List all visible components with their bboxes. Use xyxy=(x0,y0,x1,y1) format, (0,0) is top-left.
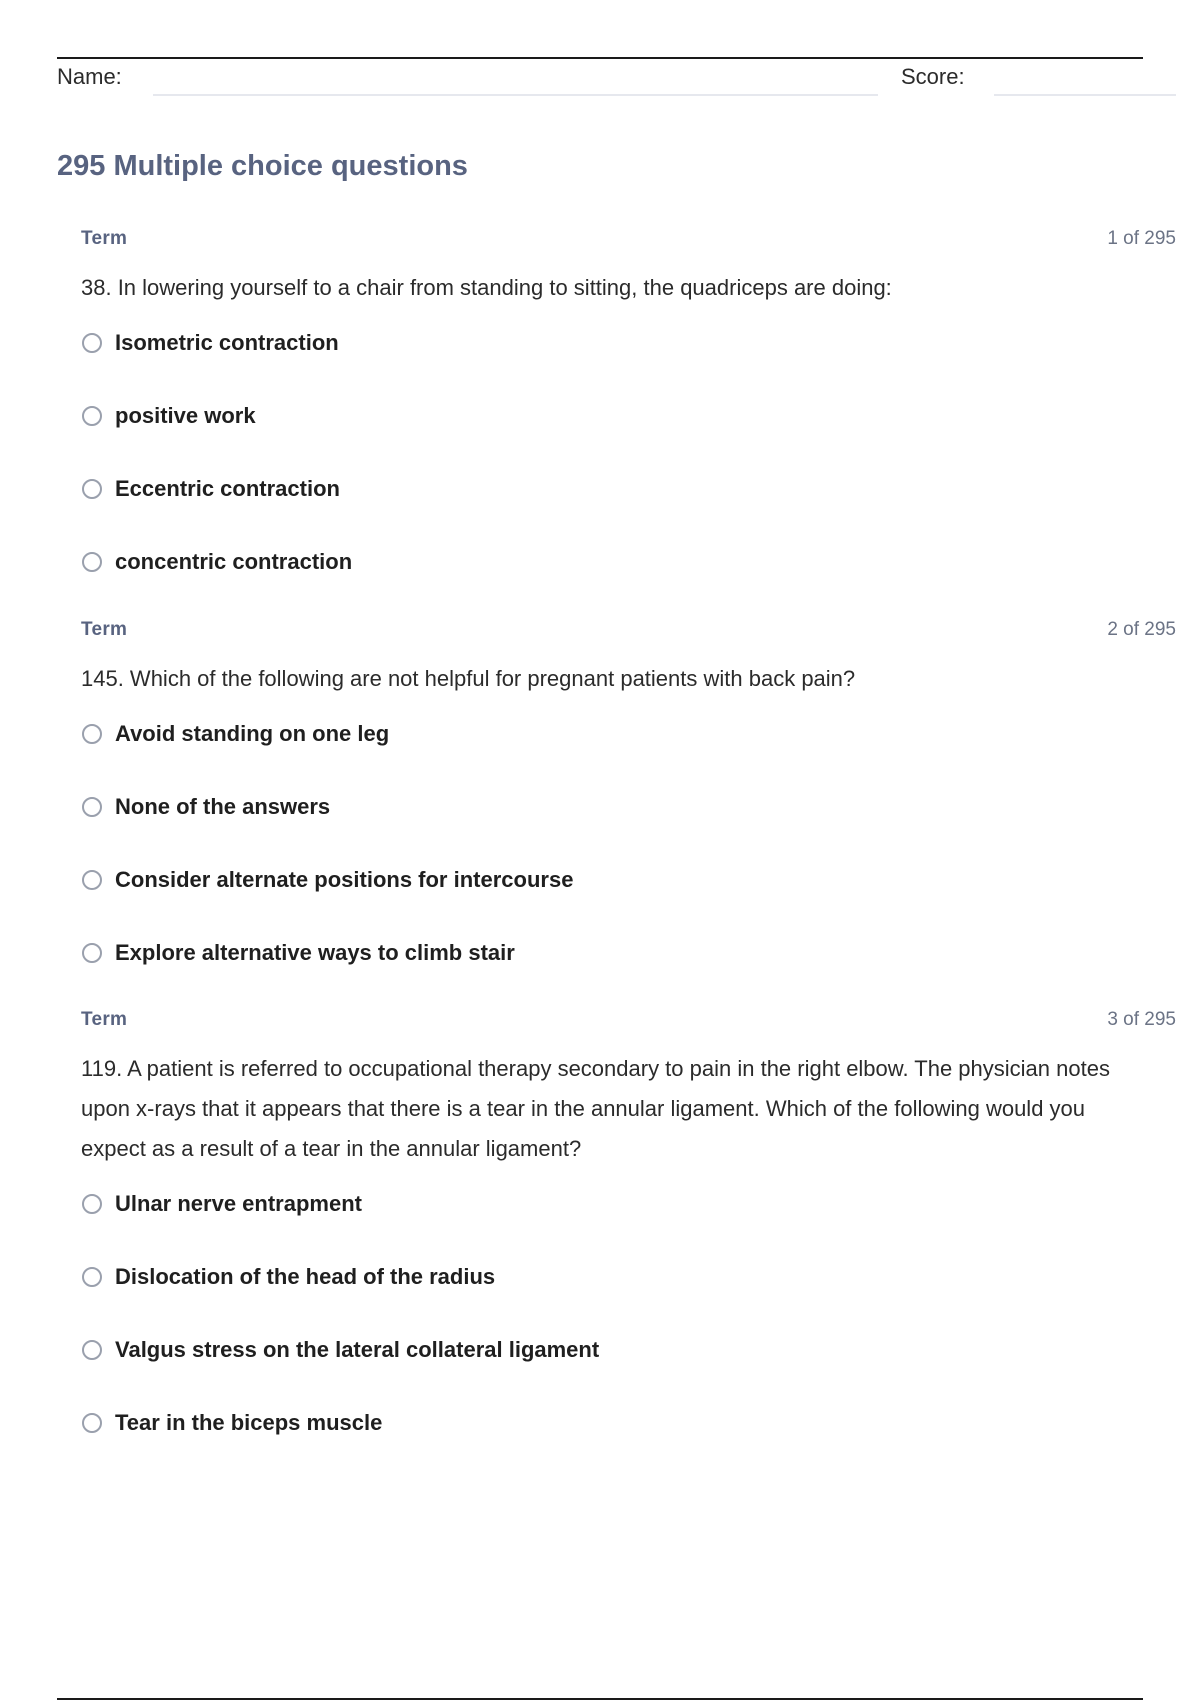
question-prompt: 119. A patient is referred to occupational therapy secondary to pain in the right elbow. The physician notes upon x-rays that it appears that there is a tear in the annular ligament. Which of the following would you expect as a result of a tear in the annular ligament? xyxy=(81,1056,1110,1161)
answer-option-label: Isometric contraction xyxy=(115,330,339,355)
question-header xyxy=(81,228,1176,254)
answer-option[interactable] xyxy=(81,936,1176,970)
answer-option-label: concentric contraction xyxy=(115,549,353,574)
answer-option-label: Avoid standing on one leg xyxy=(115,721,390,746)
section-title: 295 Multiple choice questions xyxy=(57,150,468,182)
answer-option[interactable] xyxy=(81,1333,1176,1367)
answer-options xyxy=(81,717,1176,970)
question-counter: 1 of 295 xyxy=(1107,228,1176,249)
answer-options xyxy=(81,1187,1176,1440)
score-input-line[interactable] xyxy=(994,94,1176,96)
radio-button-icon[interactable] xyxy=(82,479,102,499)
question-counter: 2 of 295 xyxy=(1107,619,1176,640)
question-card-1 xyxy=(81,228,1176,618)
question-card-2 xyxy=(81,619,1176,1009)
answer-option[interactable] xyxy=(81,326,1176,360)
radio-button-icon[interactable] xyxy=(82,724,102,744)
radio-button-icon[interactable] xyxy=(82,1413,102,1433)
answer-option-label: Dislocation of the head of the radius xyxy=(115,1264,496,1289)
radio-button-icon[interactable] xyxy=(82,406,102,426)
question-prompt: 38. In lowering yourself to a chair from standing to sitting, the quadriceps are doing: xyxy=(81,275,892,300)
name-input-line[interactable] xyxy=(153,94,878,96)
radio-button-icon[interactable] xyxy=(82,943,102,963)
radio-button-icon[interactable] xyxy=(82,333,102,353)
radio-button-icon[interactable] xyxy=(82,797,102,817)
answer-option[interactable] xyxy=(81,472,1176,506)
answer-options xyxy=(81,326,1176,579)
radio-button-icon[interactable] xyxy=(82,1267,102,1287)
question-counter: 3 of 295 xyxy=(1107,1009,1176,1030)
answer-option[interactable] xyxy=(81,790,1176,824)
radio-button-icon[interactable] xyxy=(82,1340,102,1360)
term-label: Term xyxy=(81,1009,128,1030)
answer-option-label: Consider alternate positions for intercourse xyxy=(115,867,574,892)
answer-option-label: None of the answers xyxy=(115,794,331,819)
answer-option-label: Ulnar nerve entrapment xyxy=(115,1191,362,1216)
answer-option[interactable] xyxy=(81,1406,1176,1440)
answer-option[interactable] xyxy=(81,863,1176,897)
term-label: Term xyxy=(81,228,128,249)
question-header xyxy=(81,619,1176,645)
answer-option-label: Tear in the biceps muscle xyxy=(115,1410,383,1435)
radio-button-icon[interactable] xyxy=(82,1194,102,1214)
answer-option[interactable] xyxy=(81,399,1176,433)
question-header xyxy=(81,1009,1176,1035)
answer-option[interactable] xyxy=(81,545,1176,579)
radio-button-icon[interactable] xyxy=(82,552,102,572)
top-divider xyxy=(57,57,1143,59)
score-label: Score: xyxy=(901,64,965,89)
term-label: Term xyxy=(81,619,128,640)
name-label: Name: xyxy=(57,64,122,89)
answer-option-label: Eccentric contraction xyxy=(115,476,340,501)
answer-option[interactable] xyxy=(81,717,1176,751)
answer-option[interactable] xyxy=(81,1260,1176,1294)
answer-option-label: Valgus stress on the lateral collateral ligament xyxy=(115,1337,600,1362)
answer-option[interactable] xyxy=(81,1187,1176,1221)
question-prompt: 145. Which of the following are not helpful for pregnant patients with back pain? xyxy=(81,666,856,691)
question-card-3 xyxy=(81,1009,1176,1479)
answer-option-label: Explore alternative ways to climb stair xyxy=(115,940,515,965)
answer-option-label: positive work xyxy=(115,403,256,428)
radio-button-icon[interactable] xyxy=(82,870,102,890)
